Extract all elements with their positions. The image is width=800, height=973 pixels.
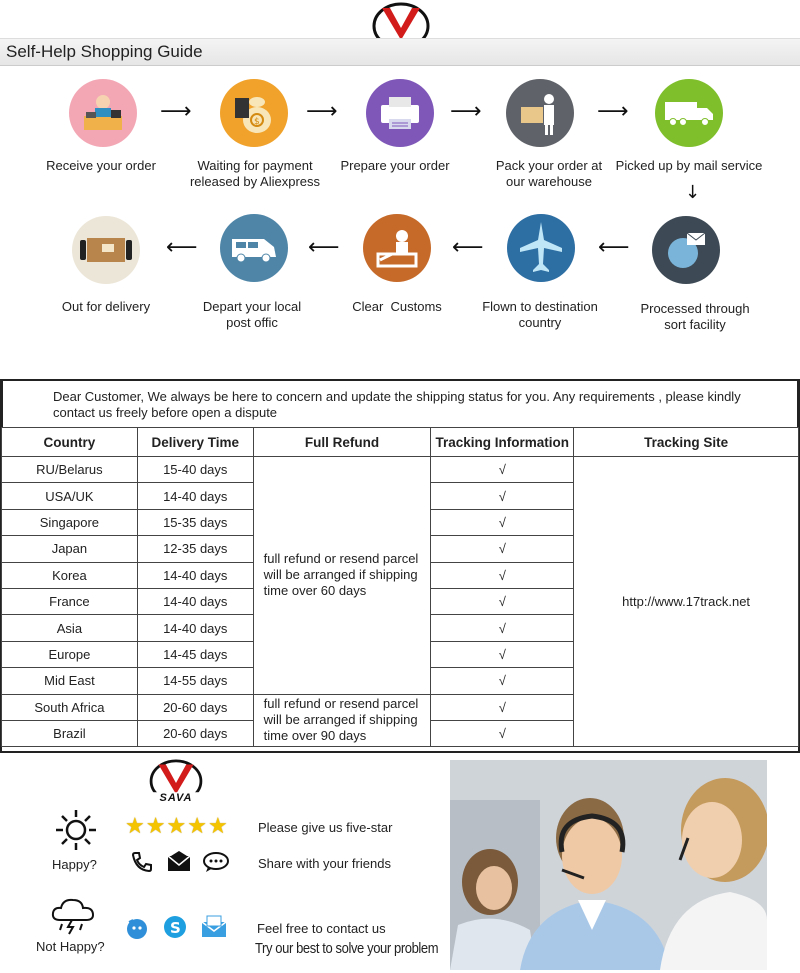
not-happy-label: Not Happy? xyxy=(36,939,105,954)
tracking-check-cell: √ xyxy=(431,483,574,509)
star-icon: ★ xyxy=(187,813,207,838)
arrow-left-icon: ⟵ xyxy=(452,235,484,260)
country-cell: South Africa xyxy=(2,694,138,720)
sun-icon xyxy=(54,808,98,857)
step-label-payment: Waiting for payment released by Aliexpress xyxy=(189,158,321,189)
van-icon xyxy=(220,214,288,282)
guide-title: Self-Help Shopping Guide xyxy=(6,42,203,61)
printer-icon xyxy=(366,79,434,147)
country-cell: Japan xyxy=(2,536,138,562)
messenger-icon[interactable] xyxy=(125,916,149,945)
country-cell: USA/UK xyxy=(2,483,138,509)
header-delivery-time: Delivery Time xyxy=(137,428,253,457)
tracking-check-cell: √ xyxy=(431,588,574,614)
delivery-time-cell: 14-40 days xyxy=(137,483,253,509)
customer-notice: Dear Customer, We always be here to concern and update the shipping status for you. Any requirements , please kindly contact us freely before open a dispute xyxy=(1,379,799,427)
step-label-flown: Flown to destination country xyxy=(482,299,598,330)
star-icon: ★ xyxy=(207,813,228,838)
contact-text: Feel free to contact us xyxy=(257,921,386,936)
arrow-right-icon: ⟶ xyxy=(597,99,629,124)
header-country: Country xyxy=(2,428,138,457)
country-cell: Asia xyxy=(2,615,138,641)
tracking-check-cell: √ xyxy=(431,457,574,483)
table-header-row xyxy=(2,428,799,457)
tracking-check-cell: √ xyxy=(431,562,574,588)
delivery-time-cell: 20-60 days xyxy=(137,720,253,746)
chat-icon[interactable] xyxy=(202,851,230,878)
best-effort-text: Try our best to solve your problem xyxy=(255,939,439,957)
step-label-post-office: Depart your local post offic xyxy=(202,299,302,330)
tracking-check-cell: √ xyxy=(431,615,574,641)
email-icon[interactable] xyxy=(200,914,228,943)
arrow-left-icon: ⟵ xyxy=(166,235,198,260)
refund-90-cell: full refund or resend parcel will be arranged if shipping time over 90 days xyxy=(253,694,431,747)
five-star-text: Please give us five-star xyxy=(258,820,393,835)
table-row xyxy=(2,457,799,483)
storm-cloud-icon xyxy=(50,896,96,941)
country-cell: Europe xyxy=(2,641,138,667)
delivery-time-cell: 20-60 days xyxy=(137,694,253,720)
header-tracking-site: Tracking Site xyxy=(574,428,799,457)
brand-logo-bottom xyxy=(148,759,204,807)
svg-text:$: $ xyxy=(254,117,260,127)
country-cell: Korea xyxy=(2,562,138,588)
refund-60-cell: full refund or resend parcel will be arranged if shipping time over 60 days xyxy=(253,457,431,695)
tracking-check-cell: √ xyxy=(431,536,574,562)
star-icon: ★ xyxy=(125,813,145,838)
globe-mail-icon xyxy=(652,216,720,284)
package-icon xyxy=(506,79,574,147)
header-full-refund: Full Refund xyxy=(253,428,431,457)
money-bag-icon xyxy=(220,79,288,147)
star-icon: ★ xyxy=(166,813,187,838)
arrow-right-icon: ⟶ xyxy=(306,99,338,124)
delivery-time-cell: 12-35 days xyxy=(137,536,253,562)
tracking-check-cell: √ xyxy=(431,509,574,535)
step-label-prepare: Prepare your order xyxy=(340,158,450,173)
shipping-table xyxy=(1,427,799,747)
delivery-time-cell: 14-40 days xyxy=(137,562,253,588)
airplane-icon xyxy=(507,214,575,282)
step-label-pack: Pack your order at our warehouse xyxy=(495,158,603,189)
share-text: Share with your friends xyxy=(258,856,391,871)
skype-icon[interactable] xyxy=(162,914,188,945)
country-cell: Mid East xyxy=(2,668,138,694)
svg-text:S: S xyxy=(170,919,181,937)
tracking-check-cell: √ xyxy=(431,720,574,746)
delivery-time-cell: 14-40 days xyxy=(137,588,253,614)
step-label-delivery: Out for delivery xyxy=(61,299,151,314)
delivery-time-cell: 14-40 days xyxy=(137,615,253,641)
five-star-rating xyxy=(125,815,228,837)
customs-officer-icon xyxy=(363,214,431,282)
step-label-receive: Receive your order xyxy=(46,158,156,173)
step-label-sort: Processed through sort facility xyxy=(640,301,750,332)
mail-icon[interactable] xyxy=(167,851,191,878)
country-cell: RU/Belarus xyxy=(2,457,138,483)
truck-icon xyxy=(655,79,723,147)
country-cell: France xyxy=(2,588,138,614)
parcel-icon xyxy=(72,216,140,284)
arrow-down-icon: ↓ xyxy=(685,182,701,203)
delivery-time-cell: 14-55 days xyxy=(137,668,253,694)
brand-logo-text: SAVA xyxy=(159,792,193,804)
phone-icon[interactable] xyxy=(130,850,154,879)
arrow-left-icon: ⟵ xyxy=(598,235,630,260)
arrow-left-icon: ⟵ xyxy=(308,235,340,260)
star-icon: ★ xyxy=(145,813,166,838)
country-cell: Brazil xyxy=(2,720,138,746)
delivery-time-cell: 15-35 days xyxy=(137,509,253,535)
arrow-right-icon: ⟶ xyxy=(450,99,482,124)
step-label-pickup: Picked up by mail service xyxy=(615,158,763,173)
delivery-time-cell: 15-40 days xyxy=(137,457,253,483)
tracking-site-cell[interactable]: http://www.17track.net xyxy=(574,457,799,747)
arrow-right-icon: ⟶ xyxy=(160,99,192,124)
tracking-check-cell: √ xyxy=(431,668,574,694)
happy-label: Happy? xyxy=(52,857,97,872)
step-label-customs: Clear Customs xyxy=(352,299,442,314)
delivery-time-cell: 14-45 days xyxy=(137,641,253,667)
tracking-check-cell: √ xyxy=(431,694,574,720)
tracking-check-cell: √ xyxy=(431,641,574,667)
support-team-photo xyxy=(450,760,767,970)
header-tracking-info: Tracking Information xyxy=(431,428,574,457)
country-cell: Singapore xyxy=(2,509,138,535)
cashier-icon xyxy=(69,79,137,147)
